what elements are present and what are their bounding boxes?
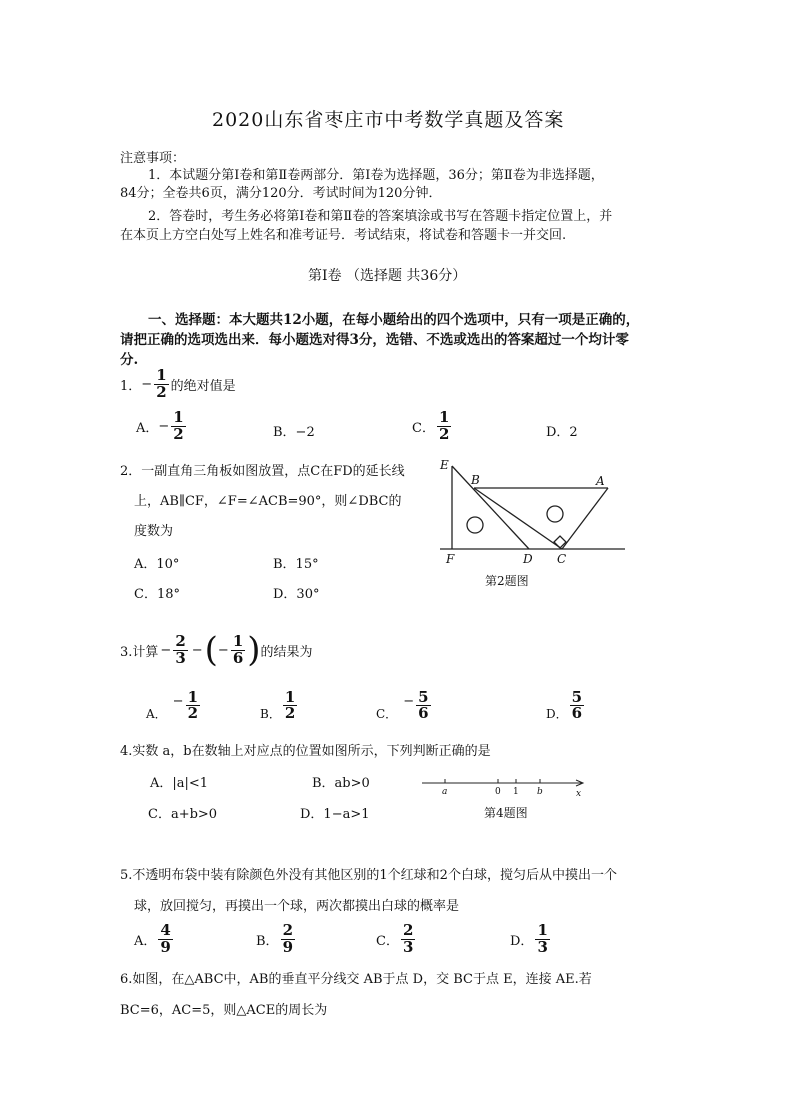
q2-option-b: B．15°	[273, 557, 319, 572]
q5-line-1: 5.不透明布袋中装有除颜色外没有其他区别的1个红球和2个白球，搅匀后从中摸出一个	[120, 868, 617, 883]
notice-heading: 注意事项：	[120, 151, 186, 166]
q3-fraction-2: $\frac{1}{6}$	[232, 631, 244, 667]
notice-item-1-cont: 84分；全卷共6页，满分120分．考试时间为120分钟．	[120, 186, 442, 201]
instruction-line-2: 请把正确的选项选出来．每小题选对得3分，选错、不选或选出的答案超过一个均计零	[120, 332, 629, 348]
q5-option-d: D． $\frac{1}{3}$	[510, 920, 548, 956]
q3-option-a: A． − $\frac{1}{2}$	[146, 687, 199, 723]
label-zero: 0	[495, 787, 501, 797]
q1-option-c: C． $\frac{1}{2}$	[412, 408, 450, 443]
label-e: E	[440, 458, 449, 472]
q1-tail: 的绝对值是	[170, 378, 236, 394]
q4-number-line	[418, 774, 588, 804]
q5-line-2: 球，放回搅匀，再摸出一个球，两次都摸出白球的概率是	[134, 899, 460, 914]
line-ac	[562, 488, 608, 549]
q2-option-c: C．18°	[134, 587, 180, 602]
q4-option-b: B．ab>0	[312, 776, 370, 791]
q5-option-a: A． $\frac{4}{9}$	[134, 920, 171, 956]
label-a: a	[442, 787, 448, 797]
q3-fraction-1: $\frac{2}{3}$	[175, 631, 186, 667]
label-c: C	[557, 552, 567, 566]
q1-option-a: A． − $\frac{1}{2}$	[136, 408, 184, 443]
q5-option-c: C． $\frac{2}{3}$	[376, 920, 414, 956]
q4-line-1: 4.实数 a，b在数轴上对应点的位置如图所示，下列判断正确的是	[120, 744, 491, 759]
label-b: b	[537, 787, 543, 797]
section-heading: 第Ⅰ卷 （选择题 共36分）	[308, 268, 467, 284]
label-d: D	[523, 552, 533, 566]
q3-tail: 的结果为	[260, 644, 313, 660]
page-title: 2020山东省枣庄市中考数学真题及答案	[212, 109, 565, 131]
circle-right	[547, 506, 563, 522]
q4-caption: 第4题图	[484, 806, 528, 820]
notice-item-2: 2．答卷时，考生务必将第Ⅰ卷和第Ⅱ卷的答案填涂或书写在答题卡指定位置上，并	[148, 209, 613, 224]
instruction-line-1: 一、选择题：本大题共12小题，在每小题给出的四个选项中，只有一项是正确的，	[148, 312, 640, 328]
notice-item-1: 1．本试题分第Ⅰ卷和第Ⅱ卷两部分．第Ⅰ卷为选择题，36分；第Ⅱ卷为非选择题，	[148, 168, 604, 183]
question-3-stem: 3.计算 − $\frac{2}{3}$ − ( − $\frac{1}{6}$ ) 的结果为	[120, 630, 313, 670]
q2-option-a: A．10°	[134, 557, 180, 572]
q6-line-2: BC=6，AC=5，则△ACE的周长为	[120, 1003, 328, 1018]
label-b: B	[471, 473, 480, 487]
q3-number: 3.计算	[120, 644, 159, 660]
q2-line-2: 上，AB∥CF，∠F=∠ACB=90°，则∠DBC的	[134, 494, 402, 509]
q1-number: 1．	[120, 378, 142, 394]
q2-line-1: 2．一副直角三角板如图放置，点C在FD的延长线	[120, 464, 405, 479]
q2-caption: 第2题图	[485, 574, 529, 588]
q1-option-d: D．2	[546, 425, 578, 440]
q4-option-a: A．|a|<1	[150, 776, 209, 791]
label-f: F	[446, 552, 455, 566]
q2-option-d: D．30°	[273, 587, 320, 602]
instruction-line-3: 分.	[120, 352, 139, 368]
q3-option-c: C． − $\frac{5}{6}$	[376, 687, 429, 723]
q3-option-d: D． $\frac{5}{6}$	[546, 687, 583, 723]
line-ed	[452, 466, 529, 549]
notice-item-2-cont: 在本页上方空白处写上姓名和准考证号．考试结束，将试卷和答题卡一并交回.	[120, 228, 567, 243]
q5-option-b: B． $\frac{2}{9}$	[256, 920, 293, 956]
q4-option-d: D．1−a>1	[300, 807, 370, 822]
q2-triangle-figure	[430, 458, 630, 593]
q2-line-3: 度数为	[134, 524, 174, 539]
question-1-stem	[120, 368, 236, 401]
label-a: A	[596, 474, 605, 488]
q3-option-b: B． $\frac{1}{2}$	[260, 687, 296, 723]
label-one: 1	[513, 787, 519, 797]
q4-option-c: C．a+b>0	[148, 807, 218, 822]
q1-fraction: $\frac{1}{2}$	[156, 366, 167, 401]
q1-sign: −	[141, 376, 153, 392]
label-x: x	[576, 789, 582, 799]
q6-line-1: 6.如图，在△ABC中，AB的垂直平分线交 AB于点 D，交 BC于点 E，连接 AE.若	[120, 972, 592, 987]
q1-option-b: B．−2	[273, 425, 315, 440]
circle-left	[467, 517, 483, 533]
